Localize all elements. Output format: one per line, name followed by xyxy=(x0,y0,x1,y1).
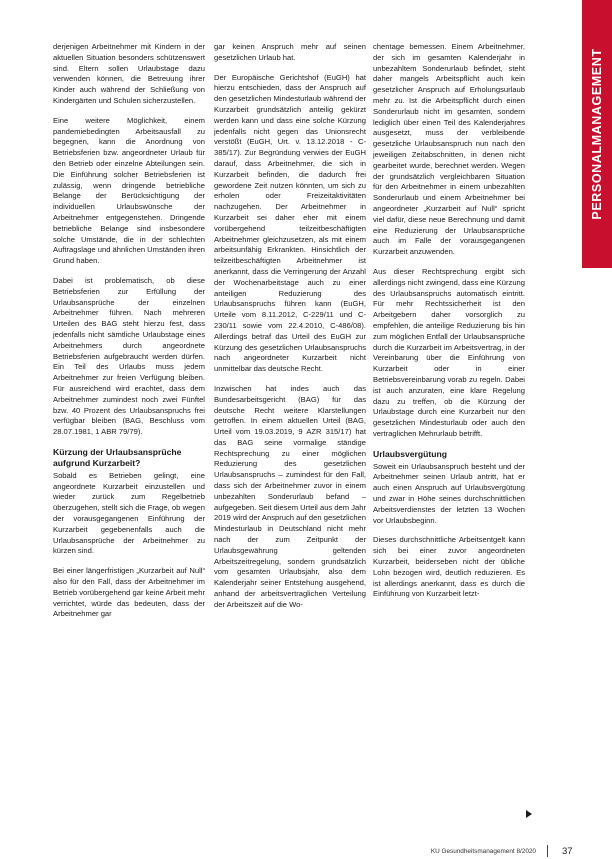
section-heading: Urlaubsvergütung xyxy=(373,448,448,459)
text-column-2 xyxy=(214,42,366,620)
body-paragraph: Inzwischen hat indes auch das Bundesarbeitsgericht (BAG) für das deutsche Recht weitere Klarstellungen getroffen. In einem aktuellen Urteil (BAG, Urteil vom 19.03.2019, 9 AZR 315/17) hat das BAG seine vormalige ständige Rechtsprechung zu einer möglichen Reduzierung des gesetzlichen Urlaubsanspruchs – zumindest für den Fall, dass sich der Arbeitnehmer zuvor in einem unbezahlten Sonderurlaub befand – aufgegeben. Seit diesem Urteil aus dem Jahr 2019 wird der Anspruch auf den gesetzlichen Mindesturlaub in Deutschland nicht mehr nach der zum Zeitpunkt der Urlaubsgewährung geltenden Arbeitszeitregelung, sondern grundsätzlich vom gesamten Urlaubsjahr, also dem Kalenderjahr seiner Entstehung ausgehend, anhand der arbeitsvertraglichen Verteilung der Arbeitszeit auf die Wo- xyxy=(214,383,366,609)
text-column-1 xyxy=(53,42,205,629)
publication-name: KU Gesundheitsmanagement 8/2020 xyxy=(430,848,536,855)
body-paragraph: Dieses durchschnittliche Arbeitsentgelt kann sich bei einer zuvor angeordneten Kurzarbeit, beiderseben nicht der übliche Lohn bezogen wird, deutlich reduzieren. Es ist allerdings anerkannt, dass es durch die Einführung von Kurzarbeit letzt- xyxy=(373,535,525,599)
page-number: 37 xyxy=(562,846,573,857)
body-paragraph: Aus dieser Rechtsprechung ergibt sich allerdings nicht zwingend, dass eine Kürzung des Urlaubsanspruchs automatisch eintritt. Für mehr Rechtssicherheit ist den Arbeitgebern daher vorsorglich zu empfehlen, die anteilige Reduzierung bis hin zum möglichen Entfall der Urlaubsansprüche durch die Kurzarbeit im Arbeitsvertrag, in der Vereinbarung über die Einführung von Kurzarbeit oder in einer Betriebsvereinbarung vorab zu regeln. Dabei ist auch anzuraten, eine klare Regelung dazu zu treffen, ob die Kürzung der Urlaubstage durch eine Kurzarbeit nur den gesetzlichen Mindesturlaub oder auch den vertraglichen Mehrurlaub betrifft. xyxy=(373,266,525,438)
body-paragraph: Der Europäische Gerichtshof (EuGH) hat hierzu entschieden, dass der Anspruch auf den gesetzlichen Mindesturlaub während der Kurzarbeit grundsätzlich anteilig gekürzt werden kann und dass eine solche Kürzung jedenfalls nicht gegen das Unionsrecht verstößt (EuGH, Urt. v. 13.12.2018 - C-385/17). Zur Begründung verwies der EuGH darauf, dass Arbeitnehmer, die sich in Kurzarbeit befinden, die dadurch frei gewordene Zeit nutzen könnten, um sich zu erholen oder Freizeitaktivitäten nachzugehen. Der Arbeitnehmer in Kurzarbeit sei daher eher mit einem vorübergehend teilzeitbeschäftigten Arbeitnehmer gleichzusetzen, als mit einem arbeitsunfähig Erkrankten. Hinsichtlich der teilzeitbeschäftigten Arbeitnehmer ist anerkannt, dass die Verringerung der Anzahl der Wochenarbeitstage auch zu einer anteiligen Reduzierung des Urlaubsanspruchs führen kann (EuGH, Urteile vom 8.11.2012, C-229/11 und C-230/11 sowie vom 22.4.2010, C-486/08). Allerdings betraf das Urteil des EuGH zur Kürzung des gesetzlichen Urlaubsanspruchs nach angeordneter Kurzarbeit nicht unmittelbar das deutsche Recht. xyxy=(214,72,366,374)
body-paragraph: Sobald es Betrieben gelingt, eine angeordnete Kurzarbeit einzustellen und wieder zurück zum Regelbetrieb überzugehen, stellt sich die Frage, ob wegen der vorausgegangenen Einführung der Kurzarbeit gegebenenfalls auch die Urlaubsansprüche der Arbeitnehmer zu kürzen sind. xyxy=(53,470,205,556)
body-paragraph: Soweit ein Urlaubsanspruch besteht und der Arbeitnehmer seinen Urlaub antritt, hat er auch einen Anspruch auf Urlaubsvergütung und zwar in Höhe seines durchschnittlichen Arbeitsverdienstes der letzten 13 Wochen vor Urlaubsbeginn. xyxy=(373,461,525,525)
text-column-3 xyxy=(373,42,525,609)
body-paragraph: Dabei ist problematisch, ob diese Betriebsferien zur Erfüllung der Urlaubsansprüche der einzelnen Arbeitnehmer führen. Nach mehreren Urteilen des BAG steht hierzu fest, dass jedenfalls nicht sämtliche Urlaubstage eines Arbeitnehmers durch angeordnete Betriebsferien aufgebraucht werden dürfen. Ein Teil des Urlaubs muss jedem Arbeitnehmer zur freien Verfügung bleiben. Für ausreichend wird erachtet, dass dem Arbeitnehmer zumindest noch zwei Fünftel bzw. 40 Prozent des Urlaubsanspruchs frei verfügbar bleiben (BAG, Beschluss vom 28.07.1981, 1 ABR 79/79). xyxy=(53,275,205,437)
footer-divider xyxy=(547,845,548,857)
continue-arrow-icon xyxy=(526,810,532,818)
section-tab xyxy=(582,0,612,268)
body-paragraph: Eine weitere Möglichkeit, einem pandemiebedingten Arbeitsausfall zu begegnen, kann die Anordnung von Betriebsferien bzw. angeordneter Urlaub für den Betrieb oder einzelne Abteilungen sein. Die Einführung solcher Betriebsferien ist zulässig, wenn dringende betriebliche Belange der Berücksichtigung der individuellen Urlaubswünsche der Arbeitnehmer entgegenstehen. Dringende betriebliche Belange sind insbesondere solche Umstände, die in der schlechten Auftragslage und ähnlichen Umständen ihren Grund haben. xyxy=(53,115,205,266)
section-heading: Kürzung der Urlaubsansprüche aufgrund Kurzarbeit? xyxy=(53,446,182,468)
section-label: PERSONALMANAGEMENT xyxy=(590,48,604,220)
body-paragraph: Bei einer längerfristigen „Kurzarbeit auf Null“ also für den Fall, dass der Arbeitnehmer im Betrieb vorübergehend gar keine Arbeit mehr verrichtet, würde das bedeuten, dass der Arbeitnehmer gar xyxy=(53,566,205,619)
body-paragraph: derjenigen Arbeitnehmer mit Kindern in der aktuellen Situation besonders schützenswert sind. Eltern sollen Urlaubstage dazu verwenden können, die Betreuung ihrer Kinder auch während der Schließung von Kindergärten und Schulen sicherzustellen. xyxy=(53,42,205,105)
body-paragraph: chentage bemessen. Einem Arbeitnehmer, der sich im gesamten Kalenderjahr in unbezahltem Sonderurlaub befindet, steht daher mangels Arbeitspflicht auch kein gesetzlicher Anspruch auf Erholungsurlaub mehr zu. Ist die Arbeitspflicht durch einen Sonderurlaub nicht im gesamten, sondern lediglich über einen Teil des Kalenderjahres ausgesetzt, muss der verbleibende gesetzliche Urlaubsanspruch nun nach den jeweiligen Zeitabschnitten, in denen nicht gearbeitet wurde, berechnet werden. Wegen der grundsätzlich vergleichbaren Situation für den Arbeitnehmer in einem unbezahlten Sonderurlaub und einem Arbeitnehmer bei angeordneter „Kurzarbeit auf Null“ spricht viel dafür, diese neue Berechnung und damit eine Reduzierung der Urlaubsansprüche auch im Falle der vorausgegangenen Kurzarbeit anzuwenden. xyxy=(373,42,525,257)
body-paragraph: gar keinen Anspruch mehr auf seinen gesetzlichen Urlaub hat. xyxy=(214,42,366,62)
